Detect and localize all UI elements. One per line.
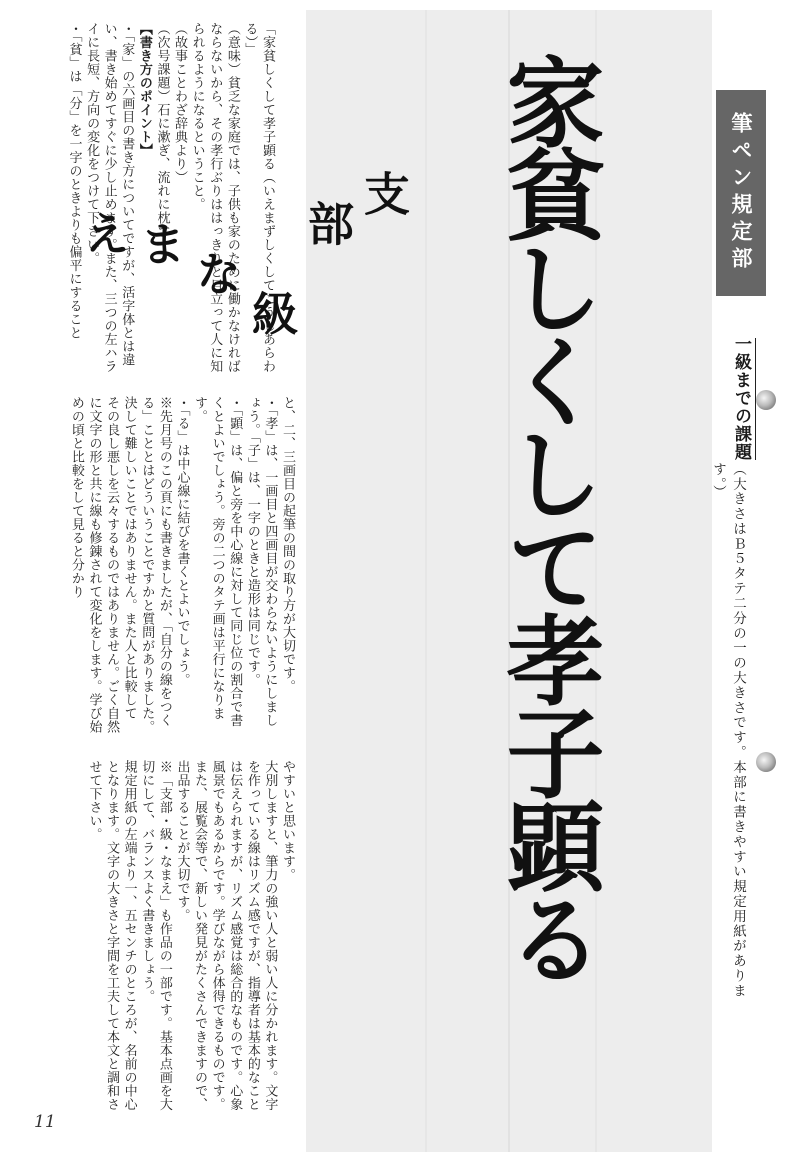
note-own-line-cont: やすいと思います。	[280, 760, 295, 882]
size-note: （大きさはＢ５タテ二分の一の大きさです。本部に書きやすい規定用紙があります。）	[710, 462, 746, 999]
point-kou: ・「孝」は、一画目と四画目が交わらないようにしましょう。「子」は、一字のときと造形は同じです。	[244, 396, 278, 727]
proverb-reading: 「家貧しくして孝子顕る（いえまずしくしてこうしあらわる）」	[242, 22, 275, 373]
section-subtitle: 一級までの課題	[731, 335, 751, 461]
page-number: 11	[34, 1112, 56, 1132]
note-name-position: 規定用紙の左端より一、五センチのところが、名前の中心となります。文字の大きさと字間を工夫して本文と調和させて下さい。	[86, 760, 137, 1111]
proverb-source: （故事ことわざ辞典より）	[172, 22, 188, 184]
signature-char: え	[77, 210, 131, 256]
signature-char: な	[189, 250, 243, 296]
binder-hole-top	[756, 390, 776, 410]
next-theme: （次号課題）石に漱ぎ、流れに枕す	[154, 22, 170, 238]
point-ru: ・「る」は中心線に結びを書くとよいでしょう。	[174, 396, 190, 687]
points-heading: 【書き方のポイント】	[136, 22, 152, 157]
note-own-line: ※先月号のこの頁にも書きましたが、「自分の線をつくる」こととはどういうことですかと質問がありました。決して難しいことではありません。また人と比較して その良し悪しを云々するものではありません。ごく自然に文字の形と共に線も修錬されて変化をします。学び始めの頃と比較をして見ると分かり	[68, 396, 172, 734]
note-signature: ※「支部・級・なまえ」も作品の一部です。基本点画を大切にして、バランスよく書きましょう。	[139, 760, 172, 1111]
signature-char: 支	[357, 170, 411, 216]
point-hin: ・「貧」は「分」を一字のときよりも偏平にすること	[66, 22, 82, 340]
signature-char: ま	[133, 220, 187, 266]
point-ken: ・「顕」は、偏と旁を中心線に対して同じ位の割合で書くとよいでしょう。旁の二つのタテ画は平行になります。	[192, 396, 243, 727]
point-ie: ・「家」の六画目の書き方についてですが、活字体とは違い、書き始めてすぐに少し止めます。また、三つの左ハライに長短、方向の変化をつけて下さい。	[84, 22, 135, 373]
specimen-main-text: 家貧しくして孝子顕る	[490, 52, 605, 982]
binder-hole-bottom	[756, 752, 776, 772]
proverb-meaning: （意味）貧乏な家庭では、子供も家のために働かなければならないから、その孝行ぶりははっきりと目立って人に知られるようになるということ。	[189, 22, 240, 373]
category-tab	[716, 90, 766, 296]
category-label: 筆ペン規定部	[729, 112, 753, 274]
signature-char: 級	[245, 290, 299, 336]
signature-char: 部	[301, 200, 355, 246]
point-hin-cont: と、二、三画目の起筆の間の取り方が大切です。	[280, 396, 295, 693]
note-rhythm: 大別しますと、筆力の強い人と弱い人に分かれます。文字を作っている線はリズム感ですが、指導者は基本的なことは伝えられますが、リズム感覚は総合的なものです。心象風景でもあるからです。学びながら体得できるものです。また、展覧会等で、新しい発見がたくさんできますので、出品することが大切です。	[174, 760, 278, 1111]
